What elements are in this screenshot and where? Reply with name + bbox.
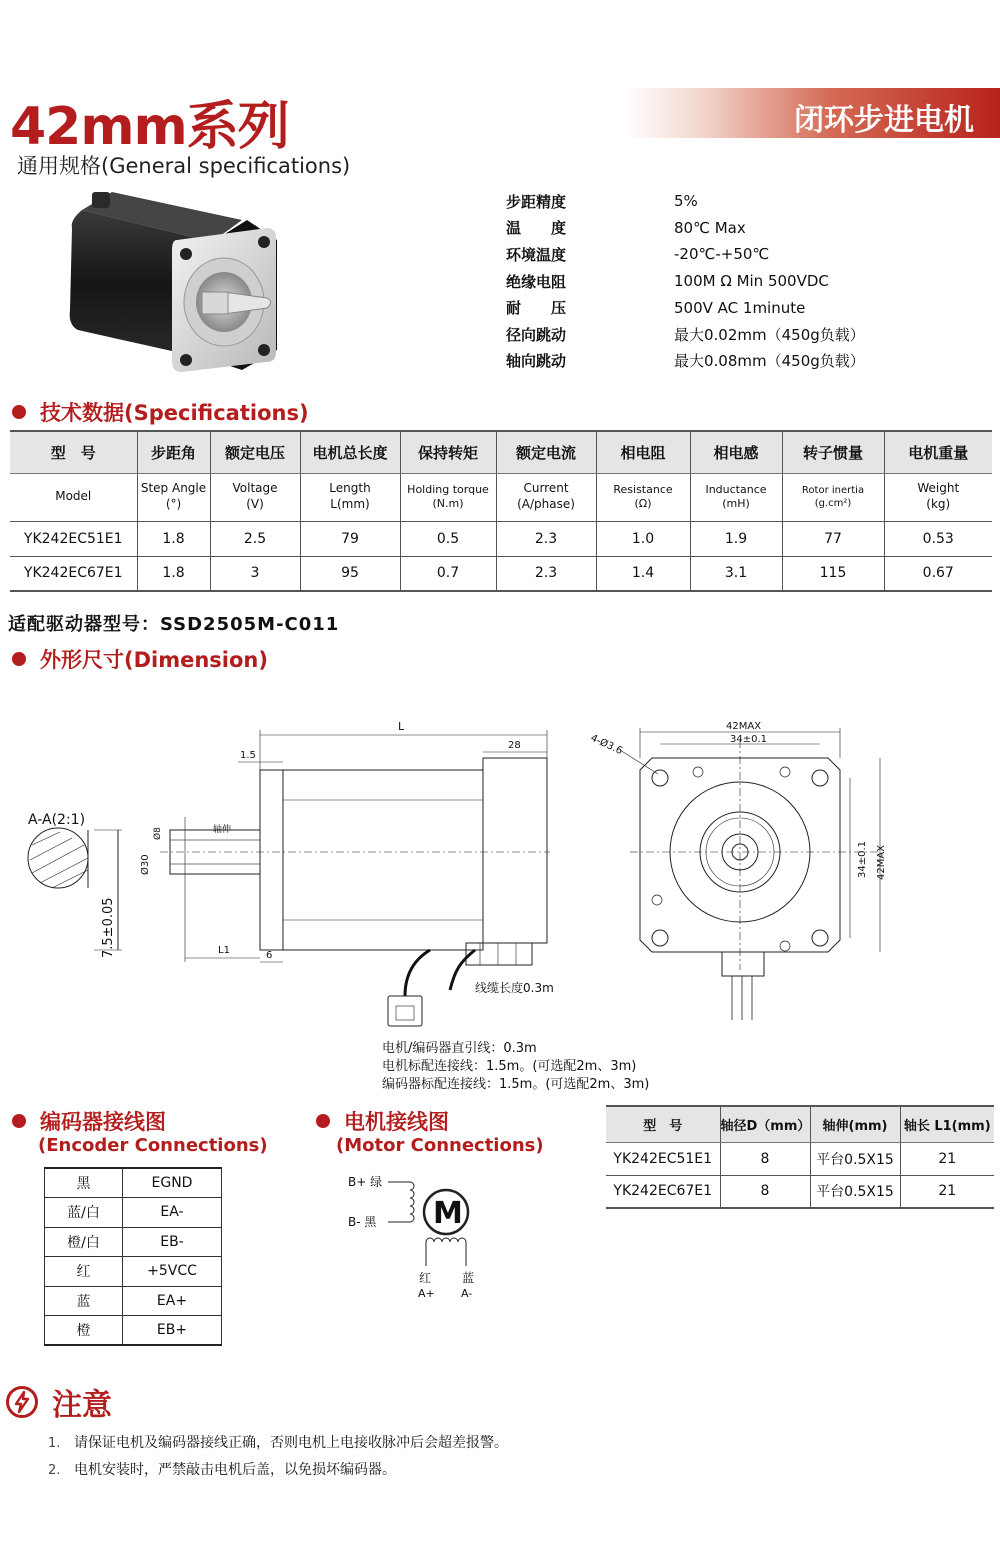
a-minus-label: A- [461,1287,473,1300]
spec-label: 轴向跳动 [506,352,567,371]
note-number: 2. [48,1463,61,1478]
dim-34v-label: 34±0.1 [857,840,868,878]
note-text: 电机安装时，严禁敲击电机后盖，以免损坏编码器。 [74,1462,396,1478]
category-band [625,88,1000,138]
header-cell: 电机重量 [884,431,992,473]
header-en-line1: Rotor inertia [801,485,865,496]
header-cell: 型 号 [10,431,137,473]
spec-value: 最大0.08mm（450g负载） [674,352,865,371]
header-en-line1: Weight [917,481,960,496]
header-en-line1: Model [55,489,92,504]
spec-label: 环境温度 [506,245,567,264]
general-spec-heading: 通用规格(General specifications) [17,154,351,178]
shaft-table [606,1105,994,1209]
spec-value: 5% [674,192,698,211]
header-en-line2: (N.m) [432,497,464,510]
motor-section-title: 电机接线图 [344,1110,449,1134]
table-row [45,1168,222,1198]
table-row [45,1257,222,1287]
wire-color: 橙 [45,1316,123,1346]
header-cell: 步距角 [137,431,210,473]
dim-shaft-dia-label: Ø8 [153,827,163,840]
category-label: 闭环步进电机 [794,103,974,138]
cell: 平台0.5X15 [810,1175,900,1208]
table-row [45,1286,222,1316]
motor-photo [62,180,288,378]
cell: 0.67 [884,556,992,591]
cell: 0.53 [884,521,992,556]
wire-signal: EB- [123,1227,222,1257]
shaft-header-row [606,1106,994,1142]
a-plus-label: A+ [418,1287,435,1300]
header-en-line2: (V) [246,497,264,511]
bullet-dot-icon [316,1114,330,1128]
spec-table [10,430,992,592]
header-cell: 型 号 [606,1106,720,1142]
cell-model: YK242EC67E1 [606,1175,720,1208]
bullet-dot-icon [12,652,26,666]
dim-34-label: 34±0.1 [730,734,768,745]
header-cell: 电机总长度 [300,431,400,473]
cell: 95 [300,556,400,591]
list-item [48,1457,508,1484]
spec-header-row-en [10,473,992,521]
blue-wire-label: 蓝 [462,1271,475,1285]
header-en-line2: L(mm) [330,497,370,511]
cable-notes [382,1040,649,1094]
spec-value: -20℃-+50℃ [674,245,770,264]
wire-color: 蓝 [45,1286,123,1316]
header-en-line1: Resistance [613,482,673,496]
table-row [45,1316,222,1346]
spec-label: 温 度 [506,219,567,238]
cell: 3 [210,556,300,591]
cell: 2.5 [210,521,300,556]
spec-row [506,268,926,295]
header-cell-en [496,473,596,521]
general-spec-list [506,188,926,374]
cell-model: YK242EC51E1 [606,1142,720,1175]
cell-model: YK242EC51E1 [10,521,137,556]
header-en-line2: (A/phase) [517,497,575,511]
b-minus-label: B- 黑 [348,1215,377,1229]
table-row [606,1142,994,1175]
header-cell: 轴长 L1(mm) [900,1106,994,1142]
header-cell-en [596,473,690,521]
spec-row [506,188,926,215]
header-en-line2: (mH) [722,497,750,510]
red-wire-label: 红 [419,1271,432,1285]
front-view-drawing [580,700,910,1030]
table-row [45,1198,222,1228]
cable-note: 电机标配连接线：1.5m。(可选配2m、3m) [382,1059,637,1074]
header-cell-en [690,473,782,521]
notice-list [48,1430,508,1484]
cell-model: YK242EC67E1 [10,556,137,591]
cell: 1.9 [690,521,782,556]
header-cell-en [210,473,300,521]
header-en-line1: Inductance [705,482,767,496]
dim-15-label: 1.5 [240,750,256,761]
cell: 1.0 [596,521,690,556]
cell: 21 [900,1175,994,1208]
lightning-icon [6,1386,38,1418]
header-en-line1: Step Angle [140,481,207,496]
header-cell: 额定电流 [496,431,596,473]
spec-label: 步距精度 [506,192,567,211]
spec-label: 绝缘电阻 [506,272,567,291]
cell: 115 [782,556,884,591]
tech-section-heading [12,397,309,427]
header-cell-en [400,473,496,521]
wire-signal: EGND [123,1168,222,1198]
dim-6-label: 6 [266,950,273,961]
spec-value: 80℃ Max [674,218,746,237]
header-en-line2: (g.cm²) [814,498,852,509]
header-cell-en [782,473,884,521]
header-cell: 保持转矩 [400,431,496,473]
list-item [48,1430,508,1457]
spec-header-row-cn [10,431,992,473]
cell: 0.7 [400,556,496,591]
header-cell: 轴伸(mm) [810,1106,900,1142]
motor-section-heading [316,1106,449,1136]
spec-row [506,348,926,375]
encoder-wiring-table [44,1167,222,1346]
motor-front-outline [630,740,880,1020]
dim-L1-label: L1 [218,945,230,956]
cell: 1.8 [137,521,210,556]
dim-42maxv-label: 42MAX [876,844,887,880]
dim-boss-dia-label: Ø30 [140,854,151,875]
encoder-section-heading [12,1106,166,1136]
cell: 77 [782,521,884,556]
header-en-line2: (kg) [926,497,951,511]
table-row [45,1227,222,1257]
motor-wiring-diagram [340,1170,500,1310]
b-plus-label: B+ 绿 [348,1175,383,1189]
cell: 2.3 [496,521,596,556]
spec-value: 最大0.02mm（450g负载） [674,325,865,344]
spec-label: 径向跳动 [506,325,567,344]
cell: 2.3 [496,556,596,591]
table-row [10,556,992,591]
encoder-section-title: 编码器接线图 [40,1110,166,1134]
bullet-dot-icon [12,405,26,419]
motor-side-outline [160,758,550,965]
driver-model-line: 适配驱动器型号：SSD2505M-C011 [8,614,340,635]
wire-signal: +5VCC [123,1257,222,1287]
wire-signal: EA+ [123,1286,222,1316]
spec-row [506,215,926,242]
cable-note: 编码器标配连接线：1.5m。(可选配2m、3m) [382,1077,650,1092]
spec-row [506,321,926,348]
wire-color: 红 [45,1257,123,1287]
motor-section-subtitle: (Motor Connections) [336,1135,544,1156]
cable-length-label: 线缆长度0.3m [475,981,554,995]
wire-signal: EA- [123,1198,222,1228]
dim-42max-label: 42MAX [726,721,762,732]
tech-section-title: 技术数据(Specifications) [40,401,309,425]
cell: 1.4 [596,556,690,591]
header-cell: 轴径D（mm） [720,1106,810,1142]
table-row [10,521,992,556]
series-title: 42mm系列 [10,97,289,157]
motor-symbol: M [433,1196,463,1231]
header-en-line1: Voltage [232,481,278,496]
cell: 21 [900,1142,994,1175]
cell: 0.5 [400,521,496,556]
cell: 8 [720,1142,810,1175]
header-en-line1: Current [523,481,569,496]
dim-75-label: 7.5±0.05 [101,897,116,958]
cell: 8 [720,1175,810,1208]
spec-value: 100M Ω Min 500VDC [674,272,829,291]
header-cell-en [137,473,210,521]
dimension-section-heading [12,644,268,674]
spec-row [506,294,926,321]
header-cell-en [884,473,992,521]
note-text: 请保证电机及编码器接线正确，否则电机上电接收脉冲后会超差报警。 [74,1435,508,1451]
wire-signal: EB+ [123,1316,222,1346]
holes-label: 4-Ø3.6 [588,732,624,757]
table-row [606,1175,994,1208]
dim-L-label: L [398,720,405,733]
cable-note: 电机/编码器直引线：0.3m [382,1041,537,1056]
header-en-line1: Length [329,481,371,496]
header-cell-en [300,473,400,521]
spec-value: 500V AC 1minute [674,298,806,317]
wire-color: 橙/白 [45,1227,123,1257]
section-aa-label: A-A(2:1) [28,812,86,828]
side-view-drawing [10,700,570,1040]
header-cell: 相电阻 [596,431,690,473]
wire-color: 黑 [45,1168,123,1198]
bullet-dot-icon [12,1114,26,1128]
spec-label: 耐 压 [506,299,567,318]
header-en-line1: Holding torque [407,482,489,496]
cell: 79 [300,521,400,556]
cell: 1.8 [137,556,210,591]
wire-color: 蓝/白 [45,1198,123,1228]
header-en-line2: (Ω) [634,497,652,510]
header-cell: 额定电压 [210,431,300,473]
dim-28-label: 28 [508,740,521,751]
encoder-section-subtitle: (Encoder Connections) [38,1135,268,1156]
dimension-section-title: 外形尺寸(Dimension) [40,648,268,672]
notice-heading [6,1380,112,1424]
header-cell-en [10,473,137,521]
header-en-line2: (°) [165,497,182,511]
notice-title: 注意 [52,1388,112,1423]
spec-row [506,241,926,268]
cell: 平台0.5X15 [810,1142,900,1175]
note-number: 1. [48,1436,61,1451]
cell: 3.1 [690,556,782,591]
shaft-ext-label: 轴伸 [213,825,232,835]
header-cell: 转子惯量 [782,431,884,473]
header-cell: 相电感 [690,431,782,473]
